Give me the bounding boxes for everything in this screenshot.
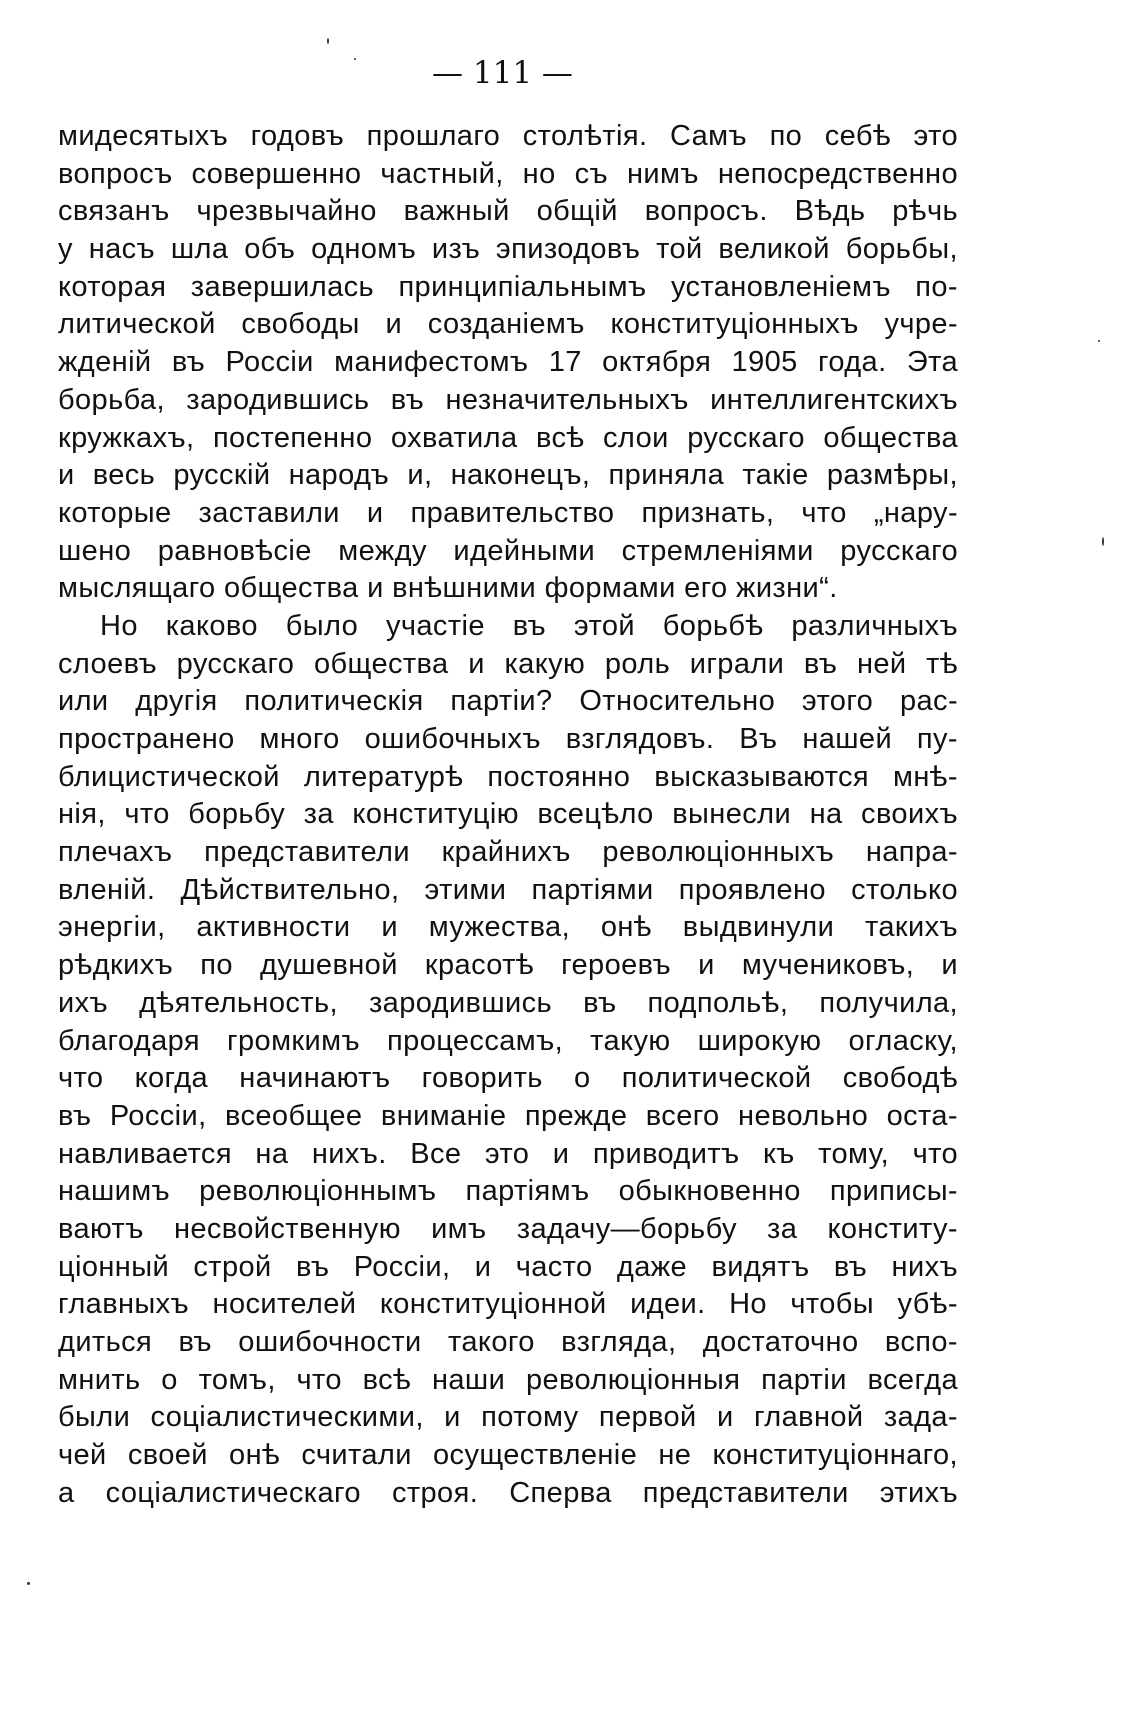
page-number: — 111 — (432, 55, 573, 91)
text-line: ціонный строй въ Россіи, и часто даже видятъ въ нихъ (58, 1250, 958, 1283)
body-text (58, 118, 958, 1512)
text-line: жденій въ Россіи манифестомъ 17 октября 1905 года. Эта (58, 346, 958, 379)
text-line: а соціалистическаго строя. Сперва представители этихъ (58, 1476, 958, 1509)
text-line: чей своей онѣ считали осуществленіе не конституціоннаго, (58, 1439, 958, 1472)
text-line: мнить о томъ, что всѣ наши революціонныя партіи всегда (58, 1363, 958, 1396)
paragraph-start-line: Но каково было участіе въ этой борьбѣ различныхъ (100, 609, 958, 642)
text-line: ихъ дѣятельность, зародившись въ подпольѣ, получила, (58, 986, 958, 1019)
text-line: въ Россіи, всеобщее вниманіе прежде всего невольно оста- (58, 1099, 958, 1132)
text-line: блицистической литературѣ постоянно высказываются мнѣ- (58, 760, 958, 793)
text-line: рѣдкихъ по душевной красотѣ героевъ и мучениковъ, и (58, 949, 958, 982)
text-line: литической свободы и созданіемъ конституціонныхъ учре- (58, 308, 958, 341)
text-line: которая завершилась принципіальнымъ установленіемъ по- (58, 270, 958, 303)
text-line: кружкахъ, постепенно охватила всѣ слои русскаго общества (58, 421, 958, 454)
text-line: слоевъ русскаго общества и какую роль играли въ ней тѣ (58, 647, 958, 680)
text-line: пространено много ошибочныхъ взглядовъ. Въ нашей пу- (58, 723, 958, 755)
text-line: которые заставили и правительство признать, что „нару- (58, 496, 958, 529)
text-line: что когда начинаютъ говорить о политической свободѣ (58, 1062, 958, 1095)
text-line: или другія политическія партіи? Относительно этого рас- (58, 685, 958, 718)
text-line: шено равновѣсіе между идейными стремленіями русскаго (58, 534, 958, 567)
text-line: диться въ ошибочности такого взгляда, достаточно вспо- (58, 1326, 958, 1358)
text-line: связанъ чрезвычайно важный общій вопросъ. Вѣдь рѣчь (58, 195, 958, 228)
text-line: борьба, зародившись въ незначительныхъ интеллигентскихъ (58, 383, 958, 416)
text-line: плечахъ представители крайнихъ революціонныхъ напра- (58, 836, 958, 869)
text-line: у насъ шла объ одномъ изъ эпизодовъ той великой борьбы, (58, 233, 958, 266)
text-line: главныхъ носителей конституціонной идеи. Но чтобы убѣ- (58, 1288, 958, 1321)
scan-speck (327, 38, 329, 44)
text-line: энергіи, активности и мужества, онѣ выдвинули такихъ (58, 911, 958, 944)
text-line: вопросъ совершенно частный, но съ нимъ непосредственно (58, 157, 958, 190)
text-line: и весь русскій народъ и, наконецъ, приняла такіе размѣры, (58, 459, 958, 492)
text-line: навливается на нихъ. Все это и приводитъ къ тому, что (58, 1137, 958, 1170)
text-line: нашимъ революціоннымъ партіямъ обыкновенно приписы- (58, 1175, 958, 1208)
paragraph-end-line: мыслящаго общества и внѣшними формами его жизни“. (58, 572, 838, 605)
text-line: вленій. Дѣйствительно, этими партіями проявлено столько (58, 873, 958, 906)
text-line: нія, что борьбу за конституцію всецѣло вынесли на своихъ (58, 798, 958, 831)
text-line: мидесятыхъ годовъ прошлаго столѣтія. Самъ по себѣ это (58, 120, 958, 152)
text-line: ваютъ несвойственную имъ задачу—борьбу за конститу- (58, 1212, 958, 1245)
scan-speck (27, 1582, 30, 1585)
scan-speck (1102, 537, 1104, 546)
text-line: благодаря громкимъ процессамъ, такую широкую огласку, (58, 1024, 958, 1057)
scan-speck (354, 58, 356, 60)
text-line: были соціалистическими, и потому первой и главной зада- (58, 1401, 958, 1434)
scan-speck (1098, 340, 1100, 342)
